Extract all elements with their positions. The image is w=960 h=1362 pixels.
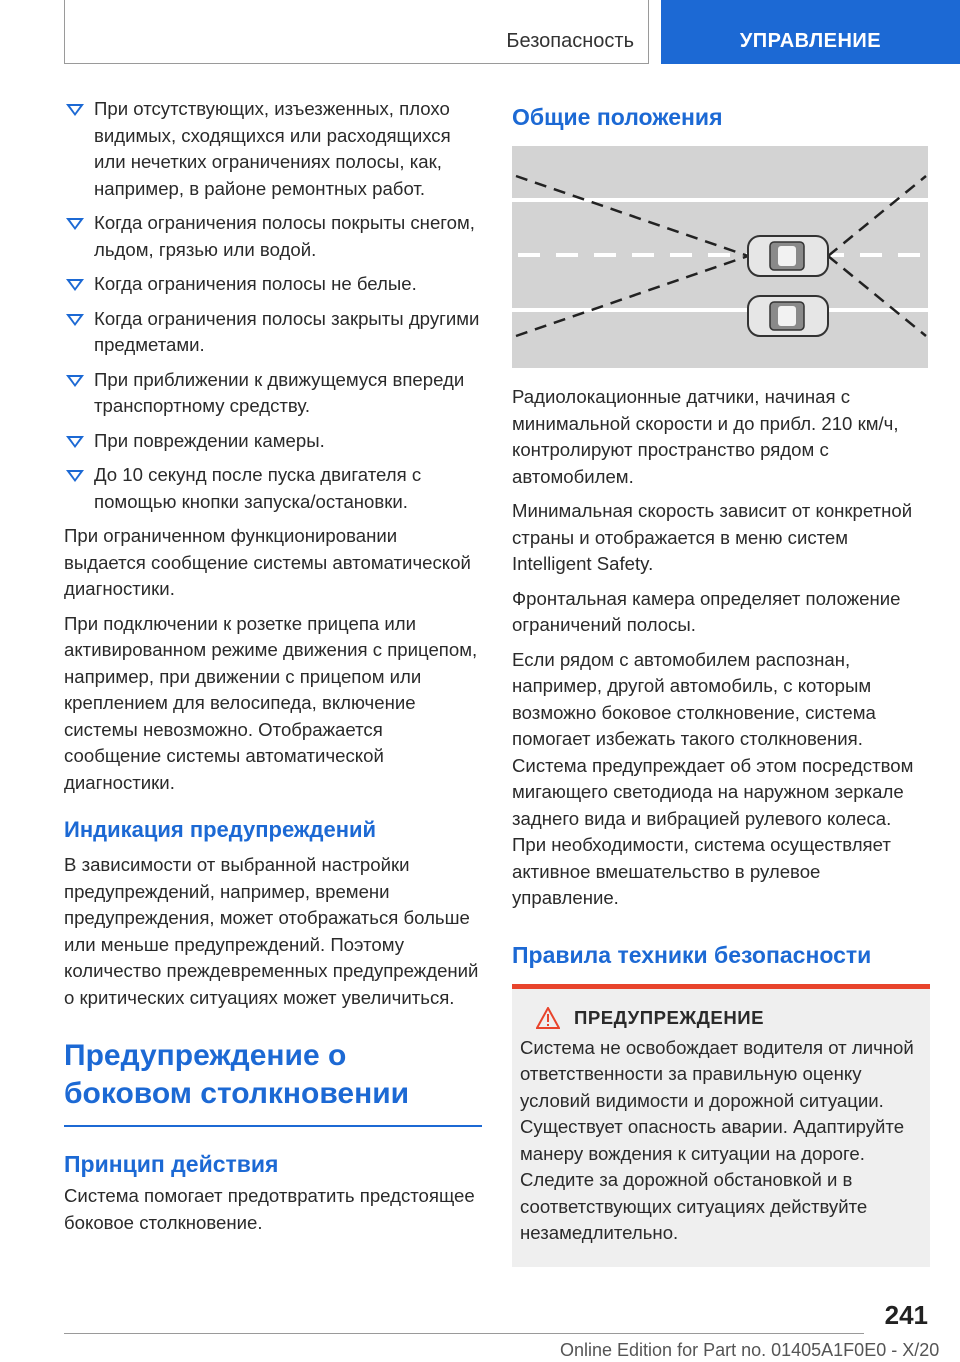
warning-text-1: Система не освобождает водителя от личной ответственности за правильную оценку условий видимости и дорожной ситуации. Существует опасность аварии. Адаптируйте манеру вождения к ситуации на дороге. bbox=[520, 1036, 914, 1164]
heading-general: Общие положения bbox=[512, 104, 723, 130]
bullet-triangle-icon bbox=[66, 218, 84, 230]
paragraph-principle: Система помогает предотвратить предстоящее боковое столкновение. bbox=[64, 1185, 475, 1233]
list-item: До 10 секунд после пуска двигателя с помощью кнопки запуска/остановки. bbox=[64, 462, 482, 515]
heading-principle: Принцип действия bbox=[64, 1151, 279, 1177]
list-item: При повреждении камеры. bbox=[64, 428, 482, 455]
right-column bbox=[512, 96, 930, 1267]
paragraph-limited-function: При ограниченном функционировании выдается сообщение системы автоматической диагностики. bbox=[64, 525, 471, 599]
header-section-title: Безопасность bbox=[506, 30, 634, 52]
bullet-triangle-icon bbox=[66, 104, 84, 116]
lane-diagram-svg bbox=[512, 146, 928, 368]
lane-diagram-figure bbox=[512, 146, 928, 368]
bullet-triangle-icon bbox=[66, 436, 84, 448]
list-item: Когда ограничения полосы закрыты другими предметами. bbox=[64, 306, 482, 359]
header-chapter-tab bbox=[661, 0, 960, 64]
warning-text-2: Следите за дорожной обстановкой и в соответствующих ситуациях действуйте незамедлительно. bbox=[520, 1169, 868, 1243]
main-heading: Предупреждение о боковом столкновении bbox=[64, 1039, 410, 1110]
paragraph-camera: Фронтальная камера определяет положение ограничений полосы. bbox=[512, 587, 901, 635]
condition-list bbox=[64, 96, 482, 515]
list-item: Когда ограничения полосы не белые. bbox=[64, 271, 482, 298]
bullet-triangle-icon bbox=[66, 314, 84, 326]
main-heading-block bbox=[64, 1037, 482, 1127]
car-icon bbox=[748, 236, 828, 276]
bullet-triangle-icon bbox=[66, 279, 84, 291]
paragraph-min-speed: Минимальная скорость зависит от конкретной страны и отображается в меню систем Intelligent Safety. bbox=[512, 500, 913, 574]
paragraph-warning-indication: В зависимости от выбранной настройки предупреждений, например, времени предупреждения, может отображаться больше или меньше предупреждений. Поэтому количество преждевременных предупреждений о критических ситуациях может увеличиться. bbox=[64, 854, 479, 1008]
warning-title: ПРЕДУПРЕЖДЕНИЕ bbox=[574, 1006, 765, 1028]
left-column bbox=[64, 96, 482, 1244]
list-item: При приближении к движущемуся впереди транспортному средству. bbox=[64, 367, 482, 420]
paragraph-detection: Если рядом с автомобилем распознан, например, другой автомобиль, с которым возможно боковое столкновение, система помогает избежать такого столкновения. Система предупреждает об этом посредством мигающего светодиода на наружном зеркале заднего вида и вибрацией рулевого колеса. При необходимости, система осуществляет активное вмешательство в рулевое управление. bbox=[512, 648, 914, 908]
page-number: 241 bbox=[884, 1300, 928, 1330]
list-item: Когда ограничения полосы покрыты снегом, льдом, грязью или водой. bbox=[64, 210, 482, 263]
warning-header bbox=[520, 1007, 922, 1029]
footer-edition: Online Edition for Part no. 01405A1F0E0 - X/20 bbox=[560, 1340, 940, 1360]
bullet-triangle-icon bbox=[66, 375, 84, 387]
warning-triangle-icon bbox=[536, 1007, 560, 1029]
header-chapter-label: УПРАВЛЕНИЕ bbox=[739, 30, 882, 52]
header-frame bbox=[64, 0, 649, 64]
list-item: При отсутствующих, изъезженных, плохо видимых, сходящихся или расходящихся или нечетких ограничениях полосы, как, например, в районе ремонтных работ. bbox=[64, 96, 482, 202]
paragraph-trailer: При подключении к розетке прицепа или активированном режиме движения с прицепом, например, при движении с прицепом или креплением для велосипеда, включение системы невозможно. Отображается сообщение системы автоматической диагностики. bbox=[64, 612, 478, 793]
bullet-triangle-icon bbox=[66, 470, 84, 482]
footer-rule bbox=[64, 1333, 864, 1334]
warning-box bbox=[512, 989, 930, 1267]
heading-safety: Правила техники безопасности bbox=[512, 941, 872, 968]
car-icon bbox=[748, 296, 828, 336]
paragraph-radar: Радиолокационные датчики, начиная с минимальной скорости и до прибл. 210 км/ч, контролируют пространство рядом с автомобилем. bbox=[512, 386, 899, 487]
heading-warning-indication: Индикация предупреждений bbox=[64, 817, 377, 842]
